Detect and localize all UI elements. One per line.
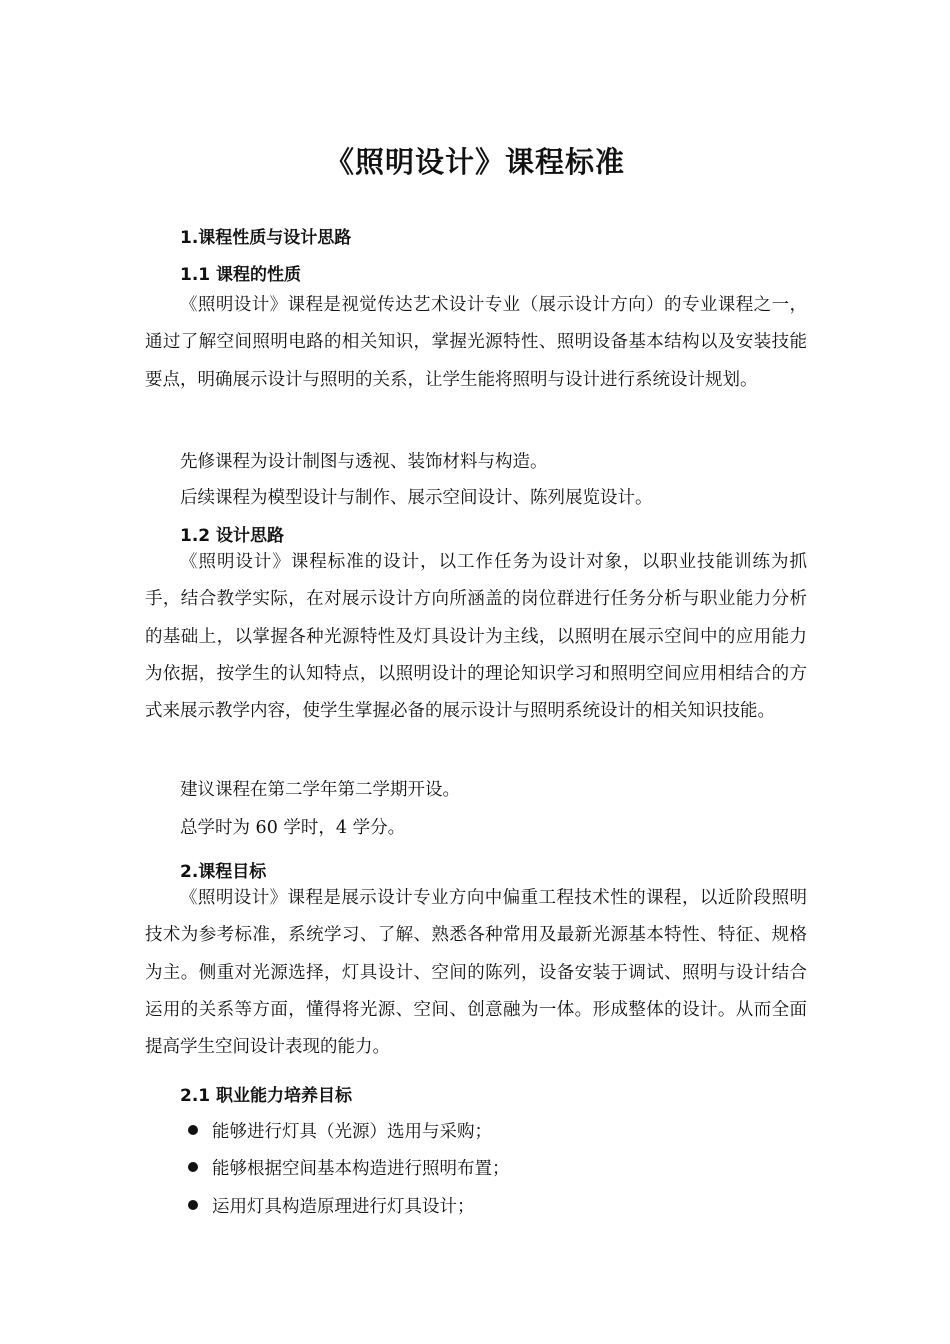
list-item bbox=[188, 1118, 492, 1143]
section-heading-2: 2.课程目标 bbox=[180, 862, 267, 882]
section-heading-1-2: 1.2 设计思路 bbox=[180, 526, 285, 546]
paragraph-course-objectives: 《照明设计》课程是展示设计专业方向中偏重工程技术性的课程，以近阶段照明技术为参考标准，系统学习、了解、熟悉各种常用及最新光源基本特性、特征、规格为主。侧重对光源选择，灯具设计、空间的陈列，设备安装于调试、照明与设计结合运用的关系等方面，懂得将光源、空间、创意融为一体。形成整体的设计。从而全面提高学生空间设计表现的能力。 bbox=[145, 888, 807, 1058]
section-heading-1: 1.课程性质与设计思路 bbox=[180, 228, 352, 248]
list-item-text: 能够进行灯具（光源）选用与采购； bbox=[212, 1122, 492, 1142]
paragraph-design-approach: 《照明设计》课程标准的设计，以工作任务为设计对象，以职业技能训练为抓手，结合教学实际，在对展示设计方向所涵盖的岗位群进行任务分析与职业能力分析的基础上，以掌握各种光源特性及灯具设计为主线，以照明在展示空间中的应用能力为依据，按学生的认知特点，以照明设计的理论知识学习和照明空间应用相结合的方式来展示教学内容，使学生掌握必备的展示设计与照明系统设计的相关知识技能。 bbox=[145, 552, 807, 722]
list-item-text: 能够根据空间基本构造进行照明布置； bbox=[212, 1159, 510, 1179]
semester-info: 建议课程在第二学年第二学期开设。 bbox=[180, 780, 460, 800]
bullet-icon bbox=[188, 1200, 198, 1210]
bullet-icon bbox=[188, 1125, 198, 1135]
list-item bbox=[188, 1155, 510, 1180]
bullet-icon bbox=[188, 1162, 198, 1172]
credit-hours-info: 总学时为 60 学时，4 学分。 bbox=[180, 818, 406, 838]
section-heading-2-1: 2.1 职业能力培养目标 bbox=[180, 1086, 353, 1106]
prerequisite-courses: 先修课程为设计制图与透视、装饰材料与构造。 bbox=[180, 452, 548, 472]
list-item-text: 运用灯具构造原理进行灯具设计； bbox=[212, 1197, 475, 1217]
section-heading-1-1: 1.1 课程的性质 bbox=[180, 265, 302, 285]
document-title: 《照明设计》课程标准 bbox=[324, 145, 625, 179]
list-item bbox=[188, 1193, 475, 1218]
follow-up-courses: 后续课程为模型设计与制作、展示空间设计、陈列展览设计。 bbox=[180, 488, 653, 508]
paragraph-course-nature: 《照明设计》课程是视觉传达艺术设计专业（展示设计方向）的专业课程之一，通过了解空间照明电路的相关知识，掌握光源特性、照明设备基本结构以及安装技能要点，明确展示设计与照明的关系，让学生能将照明与设计进行系统设计规划。 bbox=[145, 295, 807, 390]
